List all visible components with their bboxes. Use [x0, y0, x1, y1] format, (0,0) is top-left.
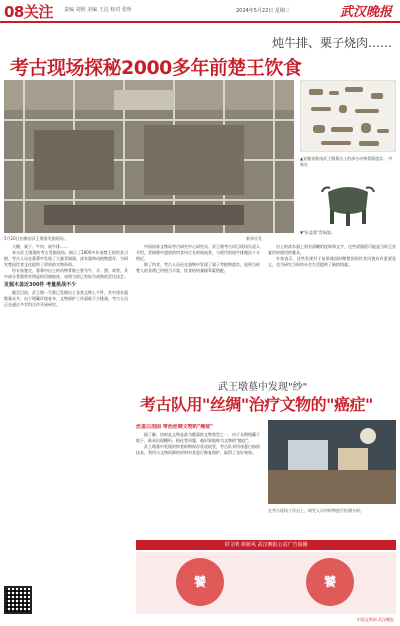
lab-desk-photo — [268, 420, 396, 504]
lab-photo-caption: 在考古现场工作台上，研究人员对织物进行检测分析。 — [268, 508, 364, 513]
story2-title: 考古队用"丝绸"治疗文物的"癌症" — [140, 395, 373, 414]
paragraph: 据了解，纺织品文物是最为脆弱的文物类型之一，由于长期埋藏于地下，极易出现糟朽、粉化等问题，被形象地称为文物的"癌症"。 — [136, 432, 260, 443]
paragraph: 经专家鉴定，墓葬中出土的动物骨骼主要为牛、羊、猪、鸡等，其中部分骨骼带有明显的切割痕迹，表明当时已有较为成熟的烹饪技艺。 — [4, 268, 128, 279]
footer-note: 中国文明网 武汉晚报 — [356, 617, 394, 622]
excavation-photo — [4, 80, 294, 233]
artifacts-caption — [300, 156, 396, 168]
story1-column-2 — [136, 244, 260, 374]
artifacts-credit: 中新社 — [300, 156, 393, 167]
paragraph: 大鲵、栗子、牛肉、炖牛排…… — [12, 244, 68, 249]
story2-body — [136, 424, 260, 534]
date-line: 2024年5月22日 星期三 — [236, 8, 290, 14]
paragraph: 除了肉食，考古人员还在器物中发现了栗子等植物遗存，说明当时楚人的食谱已经相当丰富，饮食结构兼顾荤素搭配。 — [136, 262, 260, 273]
photo-caption: 5月20日拍摄的武王墩墓发掘现场。 — [4, 236, 68, 241]
story1-column-3 — [268, 244, 396, 374]
story1-column-1 — [4, 244, 128, 476]
qr-code-icon[interactable] — [4, 586, 32, 614]
ad-stamp-right: 饕 — [306, 558, 354, 606]
bone-artifacts-photo — [300, 80, 396, 152]
header-rule — [0, 21, 400, 23]
editors-line: 责编 刘艳 美编 王达 校对 张昕 — [64, 7, 132, 13]
column-subhead: 发掘木盖近300件 考量挑战不少 — [4, 282, 77, 288]
ding-caption: ▼"折盖鼎"青铜器。 — [300, 230, 335, 235]
section-label: 08关注 — [4, 3, 53, 21]
public-ad-banner: 讲文明 树新风 武汉晚报公益广告展播 — [136, 540, 396, 550]
bronze-ding-photo — [300, 178, 396, 228]
newspaper-logo: 武汉晚报 — [340, 5, 393, 20]
artifacts-caption-text: ▲安徽省淮南武王墩墓出土的部分动物骨骼遗存。 — [300, 156, 388, 161]
page-header — [0, 0, 400, 24]
paragraph: 截至目前，武王墩一号墓已发掘出土各类文物上千件，其中漆木器数量众多。由于埋藏环境复杂，文物保护工作面临不少挑战，考古人员正在通过多学科合作开展研究。 — [4, 290, 128, 307]
story2-kicker: 武王墩墓中发现"纱" — [218, 382, 308, 393]
photo-credit: 新华社发 — [246, 236, 262, 241]
paragraph: 中国国家文物局考古研究中心研究员、武王墩考古项目现场负责人介绍，青铜鼎中盛放的肉食经过长时间炖煮，与现代的炖牛排做法十分相近。 — [136, 244, 260, 261]
paragraph: 来自武王墩墓的考古发掘现场，揭示了2000多年前楚王的饮食习惯。考古人员在墓葬中发现了大量青铜器、漆木器和动植物遗存，为研究楚国饮食文化提供了珍贵的实物资料。 — [4, 250, 128, 267]
public-ad — [136, 552, 396, 614]
ad-stamp-left: 饕 — [176, 558, 224, 606]
paragraph: 出土的漆木器上留有清晰的纹饰和文字，这些漆器很可能是当时王室宴饮时使用的餐具。 — [268, 244, 396, 255]
story2-box-head: 丝蛋白加固 带治丝绸文物的"癌症" — [136, 424, 213, 430]
story1-kicker: 炖牛排、栗子烧肉…… — [271, 36, 392, 50]
story1-title: 考古现场探秘2000多年前楚王饮食 — [10, 57, 302, 79]
paragraph: 专家表示，这些发现对于复原战国时期楚国的饮食风貌具有重要意义，也为研究当时的社会生活提供了新的线索。 — [268, 256, 396, 267]
paragraph: 武王墩墓中发现的纱类织物保存状况较差，考古队采用丝蛋白加固技术，利用与文物同源的材料对其进行修复保护，取得了良好效果。 — [136, 444, 260, 455]
